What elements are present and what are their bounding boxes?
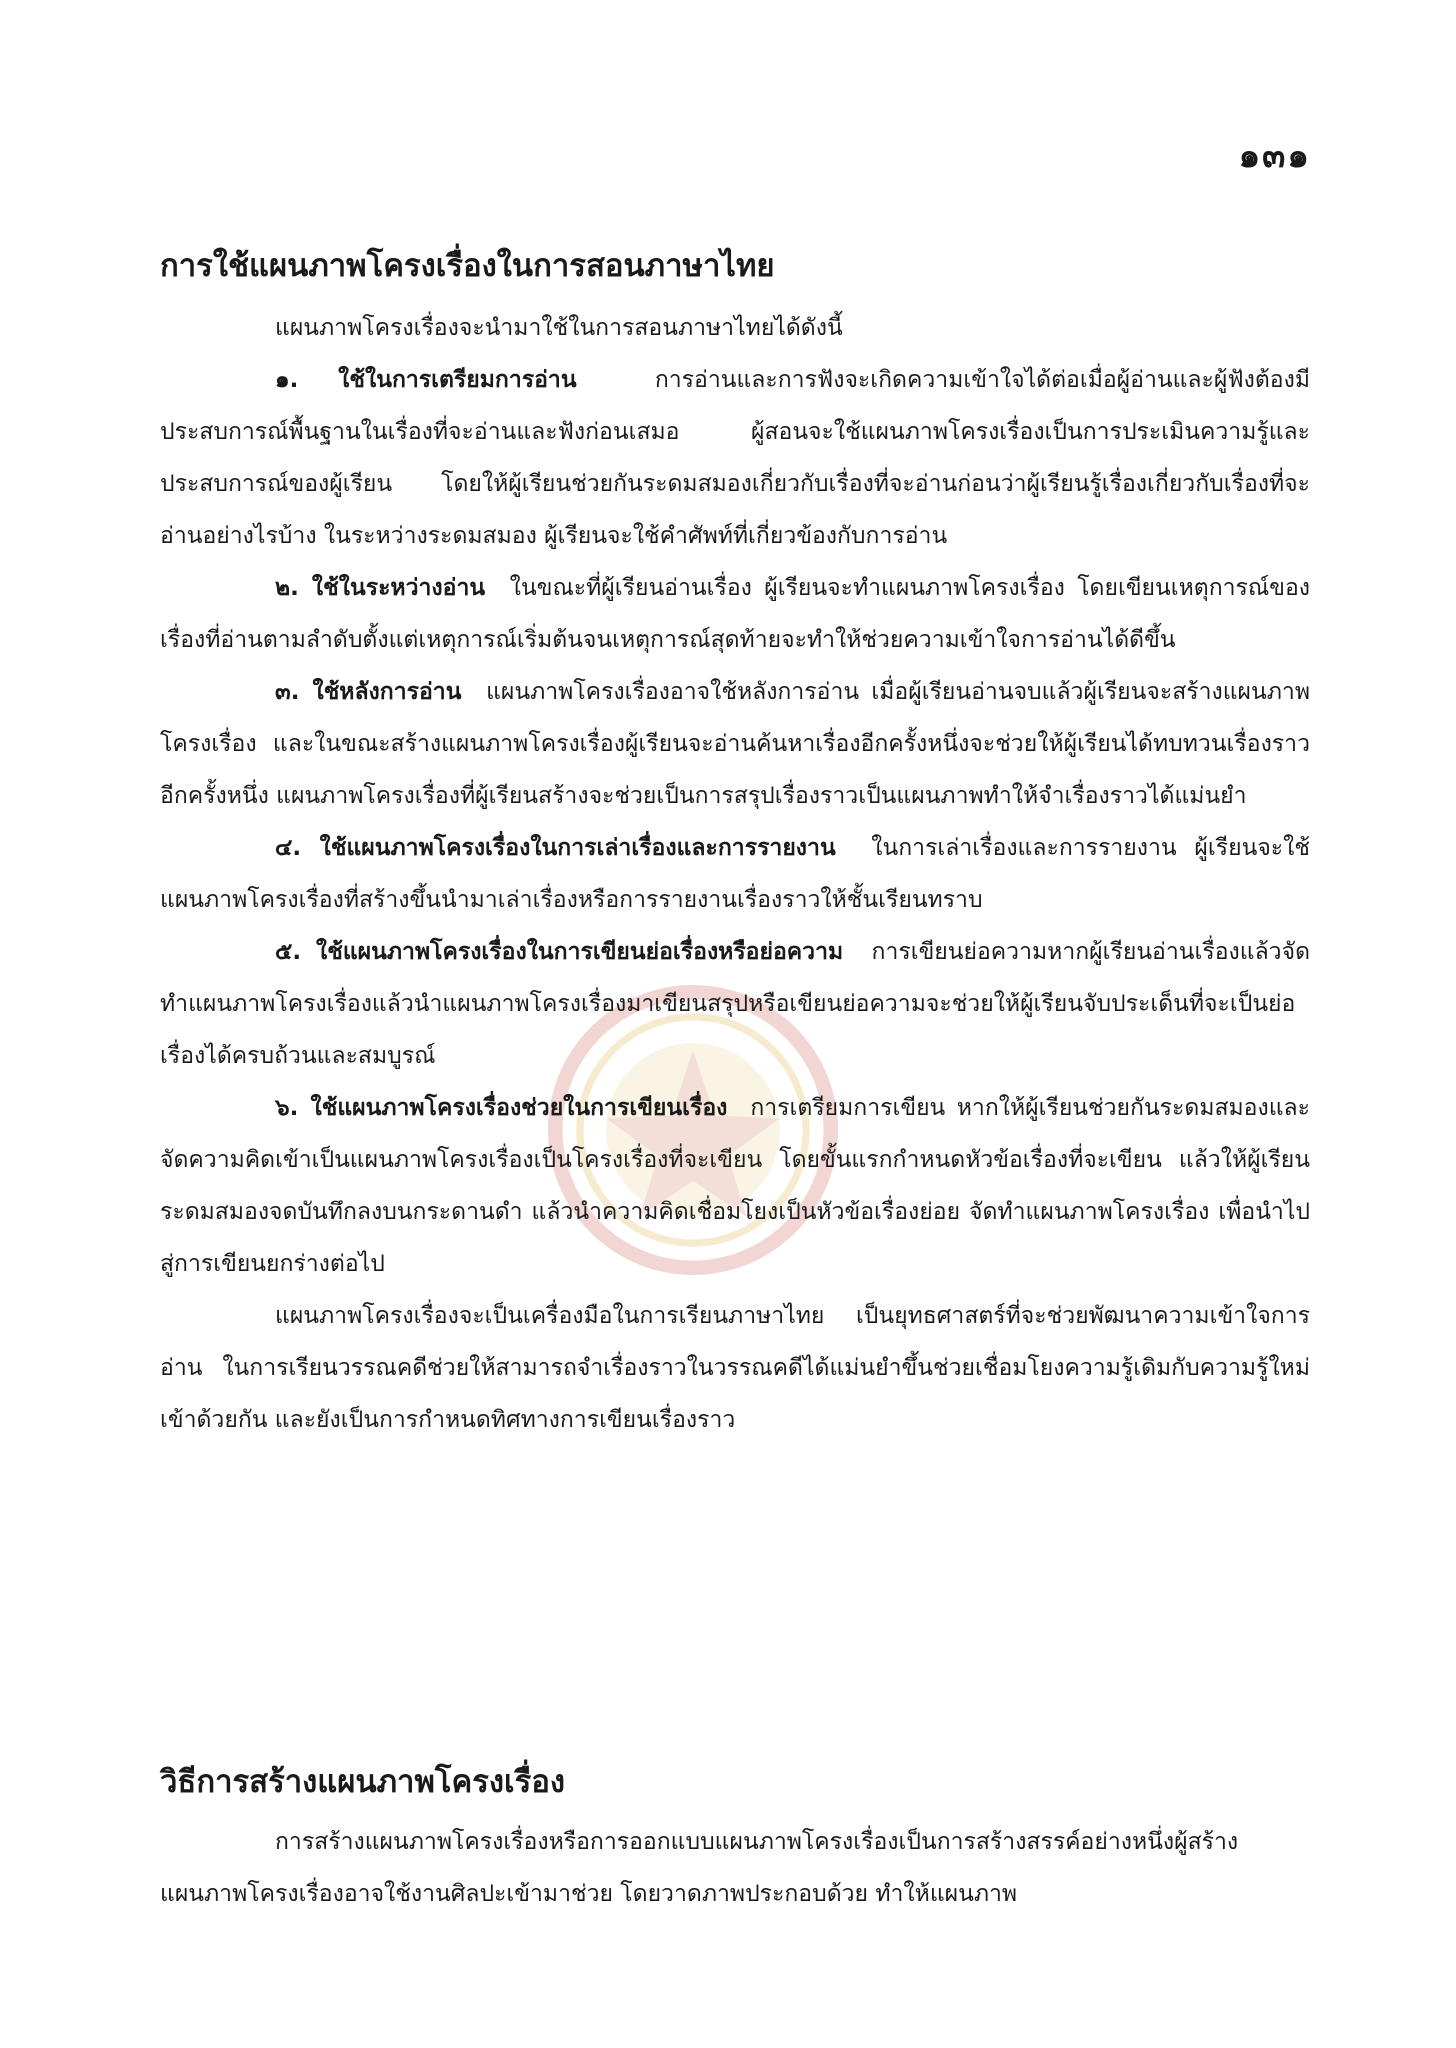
list-item: [160, 926, 1310, 1082]
section-heading-construction: วิธีการสร้างแผนภาพโครงเรื่อง: [160, 1764, 566, 1800]
section-closing: แผนภาพโครงเรื่องจะเป็นเครื่องมือในการเรียนภาษาไทย เป็นยุทธศาสตร์ที่จะช่วยพัฒนาความเข้าใจการอ่าน ในการเรียนวรรณคดีช่วยให้สามารถจำเรื่องราวในวรรณคดีได้แม่นยำขึ้นช่วยเชื่อมโยงความรู้เดิมกับความรู้ใหม่เข้าด้วยกัน และยังเป็นการกำหนดทิศทางการเขียนเรื่องราว: [160, 1303, 1310, 1433]
item-title: ๖. ใช้แผนภาพโครงเรื่องช่วยในการเขียนเรื่อง: [275, 1095, 728, 1121]
list-item: [160, 666, 1310, 822]
section-construction-body: [160, 1816, 1310, 1920]
item-body: การเตรียมการเขียน หากให้ผู้เรียนช่วยกันระดมสมองและจัดความคิดเข้าเป็นแผนภาพโครงเรื่องเป็นโครงเรื่องที่จะเขียน โดยขั้นแรกกำหนดหัวข้อเรื่องที่จะเขียน แล้วให้ผู้เรียนระดมสมองจดบันทึกลงบนกระดานดำ แล้วนำความคิดเชื่อมโยงเป็นหัวข้อเรื่องย่อย จัดทำแผนภาพโครงเรื่อง เพื่อนำไปสู่การเขียนยกร่างต่อไป: [160, 1095, 1310, 1277]
item-title: ๒. ใช้ในระหว่างอ่าน: [275, 575, 486, 601]
list-item: [160, 822, 1310, 926]
item-title: ๓. ใช้หลังการอ่าน: [275, 679, 462, 705]
item-title: ๑. ใช้ในการเตรียมการอ่าน: [275, 367, 577, 393]
list-item: [160, 1082, 1310, 1290]
item-title: ๕. ใช้แผนภาพโครงเรื่องในการเขียนย่อเรื่องหรือย่อความ: [275, 939, 844, 965]
item-body: ในการเล่าเรื่องและการรายงาน ผู้เรียนจะใช้แผนภาพโครงเรื่องที่สร้างขึ้นนำมาเล่าเรื่องหรือการรายงานเรื่องราวให้ชั้นเรียนทราบ: [160, 835, 1310, 913]
item-body: ในขณะที่ผู้เรียนอ่านเรื่อง ผู้เรียนจะทำแผนภาพโครงเรื่อง โดยเขียนเหตุการณ์ของเรื่องที่อ่านตามลำดับตั้งแต่เหตุการณ์เริ่มต้นจนเหตุการณ์สุดท้ายจะทำให้ช่วยความเข้าใจการอ่านได้ดีขึ้น: [160, 575, 1310, 653]
item-body: แผนภาพโครงเรื่องอาจใช้หลังการอ่าน เมื่อผู้เรียนอ่านจบแล้วผู้เรียนจะสร้างแผนภาพโครงเรื่อง และในขณะสร้างแผนภาพโครงเรื่องผู้เรียนจะอ่านค้นหาเรื่องอีกครั้งหนึ่งจะช่วยให้ผู้เรียนได้ทบทวนเรื่องราวอีกครั้งหนึ่ง แผนภาพโครงเรื่องที่ผู้เรียนสร้างจะช่วยเป็นการสรุปเรื่องราวเป็นแผนภาพทำให้จำเรื่องราวได้แม่นยำ: [160, 679, 1310, 809]
section-heading-usage: การใช้แผนภาพโครงเรื่องในการสอนภาษาไทย: [160, 248, 775, 284]
item-body: การเขียนย่อความหากผู้เรียนอ่านเรื่องแล้วจัดทำแผนภาพโครงเรื่องแล้วนำแผนภาพโครงเรื่องมาเขียนสรุปหรือเขียนย่อความจะช่วยให้ผู้เรียนจับประเด็นที่จะเป็นย่อเรื่องได้ครบถ้วนและสมบูรณ์: [160, 939, 1311, 1069]
item-body: การอ่านและการฟังจะเกิดความเข้าใจได้ต่อเมื่อผู้อ่านและผู้ฟังต้องมีประสบการณ์พื้นฐานในเรื่องที่จะอ่านและฟังก่อนเสมอ ผู้สอนจะใช้แผนภาพโครงเรื่องเป็นการประเมินความรู้และประสบการณ์ของผู้เรียน โดยให้ผู้เรียนช่วยกันระดมสมองเกี่ยวกับเรื่องที่จะอ่านก่อนว่าผู้เรียนรู้เรื่องเกี่ยวกับเรื่องที่จะอ่านอย่างไรบ้าง ในระหว่างระดมสมอง ผู้เรียนจะใช้คำศัพท์ที่เกี่ยวข้องกับการอ่าน: [160, 367, 1310, 549]
item-title: ๔. ใช้แผนภาพโครงเรื่องในการเล่าเรื่องและการรายงาน: [275, 835, 836, 861]
section-usage-body: [160, 302, 1310, 1446]
page-number: ๑๓๑: [1238, 136, 1311, 176]
section-intro: แผนภาพโครงเรื่องจะนำมาใช้ในการสอนภาษาไทยได้ดังนี้: [275, 315, 843, 341]
list-item: [160, 354, 1310, 562]
list-item: [160, 562, 1310, 666]
section-intro: การสร้างแผนภาพโครงเรื่องหรือการออกแบบแผนภาพโครงเรื่องเป็นการสร้างสรรค์อย่างหนึ่งผู้สร้างแผนภาพโครงเรื่องอาจใช้งานศิลปะเข้ามาช่วย โดยวาดภาพประกอบด้วย ทำให้แผนภาพ: [160, 1829, 1239, 1907]
